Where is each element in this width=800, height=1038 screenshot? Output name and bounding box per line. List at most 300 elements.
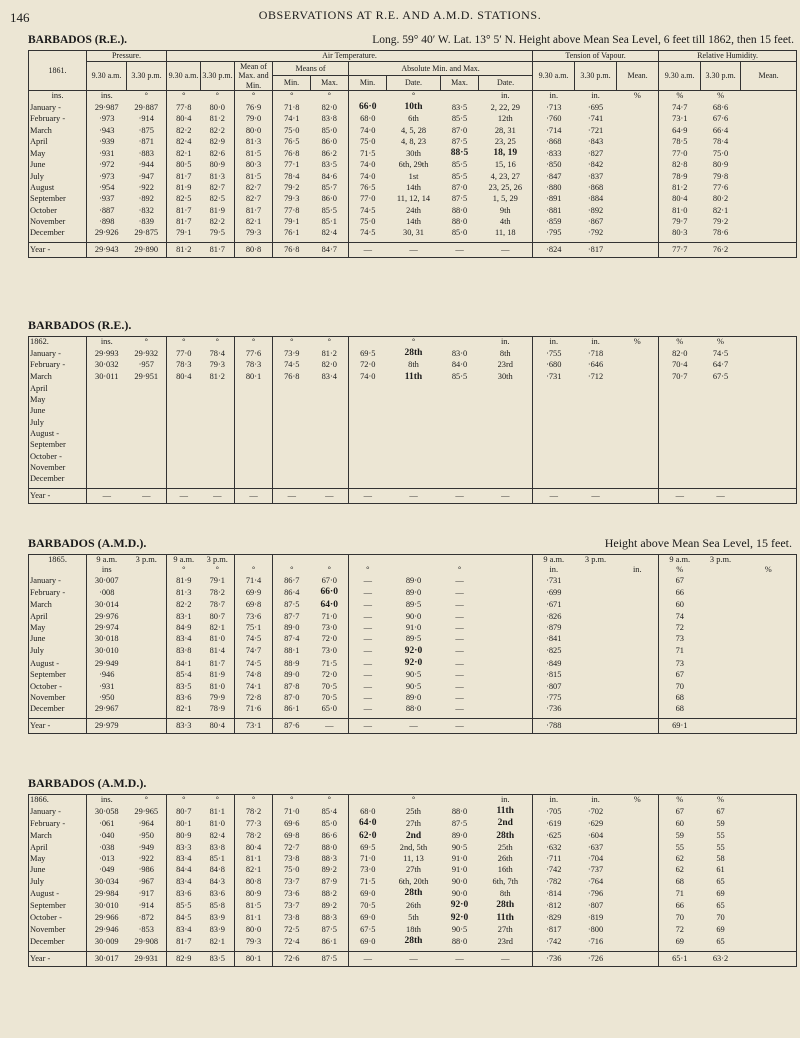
table-cell: ·829 [533,912,575,924]
table-cell: 80·1 [167,817,201,829]
table-cell: 78·5 [659,136,701,147]
col-head: Min. [273,76,311,91]
table-cell: 29·984 [87,887,127,899]
table-cell [617,669,659,680]
table-cell [659,473,701,484]
table-row [29,692,797,703]
table-cell: 72·0 [321,670,337,680]
unit-cell [479,565,533,575]
units-row [29,337,797,348]
table-cell: 70·4 [659,359,701,370]
table-cell: ·964 [138,818,154,828]
table-row [29,817,797,829]
table-cell: 6th, 7th [492,876,519,886]
unit-cell [127,565,167,575]
table-cell: — [387,951,441,966]
unit-cell [441,91,479,102]
table-cell: 62 [659,853,701,864]
table-cell [387,101,441,113]
table-cell: 87·5 [321,924,337,934]
table-cell: 76·5 [273,136,311,147]
table-cell [127,692,167,703]
unit-cell: % [633,337,641,346]
time-header-row [29,555,797,566]
table-cell: — [349,586,387,598]
table-row [29,912,797,924]
table-cell: 83·8 [167,645,201,657]
table-cell [441,405,479,416]
table-cell: ·695 [587,102,604,112]
section-title: BARBADOS (A.M.D.). [28,776,147,790]
table-cell [701,599,741,611]
table-cell [575,473,617,484]
table-cell [741,657,797,669]
table-cell: 78·2 [235,830,273,842]
table-cell [387,462,441,473]
table-cell: 79·2 [712,216,729,226]
table-cell: 16th [497,865,513,875]
table-cell [617,147,659,159]
table-cell: 69·5 [349,347,387,359]
row-label: December [30,936,65,946]
table-cell [127,575,167,586]
table-cell: ·839 [138,216,154,226]
table-cell: 72 [659,622,701,633]
table-row [29,136,797,147]
summary-row [29,242,797,257]
table-cell: 80·4 [659,193,701,204]
humidity-header: Relative Humidity. [659,51,797,62]
summary-row [29,488,797,503]
table-cell [235,462,273,473]
row-label: February - [30,360,66,370]
table-cell [741,439,797,450]
table-cell [479,451,533,462]
time-cell: 3 p.m. [584,555,607,564]
table-cell: 67 [659,669,701,680]
unit-cell: ° [167,565,201,575]
table-cell: — [349,633,387,644]
table-cell [273,462,311,473]
table-cell: ·737 [587,865,604,875]
table-cell: ·807 [587,900,604,910]
row-label: December [30,474,65,484]
table-cell: — [441,242,479,257]
table-cell [617,645,659,657]
table-cell [741,842,797,853]
row-label: Year - [29,242,87,257]
table-cell: 30, 31 [403,228,424,238]
table-cell: 74·5 [273,359,311,370]
unit-cell: % [659,91,701,102]
table-cell: ·637 [587,842,604,852]
table-row [29,473,797,484]
table-cell [741,193,797,204]
table-cell [479,586,533,598]
table-cell [87,451,127,462]
table-cell [617,951,659,966]
table-cell: 29·993 [87,347,127,359]
table-cell: 80·9 [209,160,225,170]
table-cell [617,718,659,733]
table-cell: 72 [659,924,701,935]
section-title: BARBADOS (A.M.D.). [28,536,147,550]
year-cell: 1866. [30,795,49,804]
table-cell [311,439,349,450]
table-cell: 87·6 [273,718,311,733]
table-cell: — [349,242,387,257]
table-cell: 73·8 [273,853,311,864]
table-cell: 85·0 [321,818,337,828]
table-cell: — [455,587,464,597]
unit-cell: % [633,91,641,100]
table-cell: ·847 [533,171,575,182]
table-cell: ·967 [138,876,154,886]
table-cell [741,227,797,238]
table-cell: 75·0 [349,136,387,147]
table-cell: 71·0 [273,805,311,817]
table-cell [479,473,533,484]
table-cell [741,599,797,611]
table-cell [479,405,533,416]
table-cell: 81·7 [209,658,225,668]
table-cell [273,428,311,439]
table-cell: 29·967 [87,703,127,714]
table-cell: 85·5 [451,160,468,170]
table-cell [441,439,479,450]
row-label: April [30,611,48,621]
table-cell: 83·5 [201,951,235,966]
table-row [29,681,797,692]
table-cell [741,575,797,586]
table-1861-body [29,91,797,258]
row-label: August [30,183,55,193]
table-cell [533,439,575,450]
table-cell: — [387,718,441,733]
table-cell: 75·1 [235,622,273,633]
table-cell [617,359,659,370]
table-cell [311,473,349,484]
table-cell: 82·0 [659,347,701,359]
table-cell: 69 [716,888,725,898]
bold-value: 64·0 [359,818,377,829]
table-cell: ·954 [87,182,127,193]
table-cell [479,462,533,473]
table-cell [701,681,741,692]
table-cell [617,924,659,935]
table-cell [741,383,797,394]
table-cell [617,417,659,428]
table-cell: 77·3 [235,817,273,829]
bold-value: 64·0 [320,599,338,610]
time-cell: 9 a.m. [167,555,201,566]
table-cell: ·850 [533,159,575,170]
table-cell: 4, 5, 28 [400,125,427,135]
table-cell: 81·5 [235,147,273,159]
table-cell: 80·9 [712,160,729,170]
table-cell [741,417,797,428]
table-cell: 91·0 [451,854,468,864]
table-cell: 30·010 [87,645,127,657]
table-cell: 64·9 [659,125,701,136]
unit-cell: ° [349,565,387,575]
table-cell [575,703,617,714]
table-cell [479,669,533,680]
table-row [29,645,797,657]
table-cell: 29·943 [87,242,127,257]
table-cell [349,473,387,484]
table-cell: 83·9 [209,913,225,923]
table-cell [387,935,441,947]
table-cell [701,645,741,657]
table-cell: ·892 [138,194,154,204]
table-cell: 87·0 [273,692,311,703]
table-cell: 55 [716,831,725,841]
table-cell: 67·6 [712,114,729,124]
col-head: 3.30 p.m. [701,61,741,91]
unit-cell: % [659,795,701,806]
table-cell [235,473,273,484]
table-cell: 24th [406,205,421,215]
table-cell: ·049 [87,864,127,875]
table-cell: 30·011 [87,371,127,383]
table-cell: 59 [659,830,701,842]
table-cell [617,853,659,864]
table-cell [349,817,387,829]
bold-value: 66·0 [320,587,338,598]
row-label: May [30,623,46,633]
table-cell: 91·0 [405,623,422,633]
table-cell [741,935,797,947]
table-cell: ·699 [533,586,575,598]
table-cell: 83·5 [321,160,337,170]
table-cell: ·868 [587,183,604,193]
table-cell [167,394,201,405]
table-cell: 71·6 [235,703,273,714]
table-row [29,586,797,598]
table-cell: 78·4 [209,348,225,358]
table-cell: 88·1 [273,645,311,657]
year-cell: 1862. [30,337,49,346]
table-cell [479,692,533,703]
table-cell [741,462,797,473]
table-cell: ·898 [87,216,127,227]
table-cell [127,462,167,473]
unit-cell: in. [591,795,600,804]
table-cell: 81·4 [209,646,225,656]
table-cell [741,216,797,227]
table-cell [273,383,311,394]
table-cell [617,473,659,484]
table-cell: 86·6 [321,831,337,841]
unit-cell: in. [500,91,510,100]
table-cell [349,428,387,439]
table-cell [127,645,167,657]
table-cell: — [387,242,441,257]
table-cell [87,439,127,450]
table-cell [311,599,349,611]
table-cell: 83·6 [167,887,201,899]
table-cell: ·859 [533,216,575,227]
table-cell: ·704 [587,854,604,864]
unit-cell: ° [235,91,273,102]
table-cell: 79·3 [209,360,225,370]
table-cell: ·726 [575,951,617,966]
row-label: June [30,634,46,644]
table-cell: 88·0 [321,842,337,852]
table-cell: 83·6 [209,888,225,898]
table-cell [701,439,741,450]
table-cell [575,394,617,405]
table-cell: 69 [659,935,701,947]
table-cell [441,383,479,394]
table-row [29,853,797,864]
table-cell [701,405,741,416]
row-label: December [30,228,65,238]
table-cell: 72·6 [273,951,311,966]
table-cell: ·792 [587,228,604,238]
table-cell [387,417,441,428]
table-cell: 80·0 [235,924,273,935]
table-cell: 83·8 [209,842,225,852]
table-cell [741,451,797,462]
unit-cell: ° [327,337,331,346]
table-cell [479,805,533,817]
table-cell: 84·6 [321,171,337,181]
unit-cell [349,337,387,348]
table-cell: — [533,488,575,503]
table-cell [127,473,167,484]
table-cell: 72·7 [273,842,311,853]
table-cell: 29·875 [134,228,159,238]
table-cell: 65·0 [321,704,337,714]
table-cell [273,451,311,462]
table-cell [741,136,797,147]
table-cell [87,462,127,473]
table-cell: 71·5 [321,658,337,668]
table-cell [575,599,617,611]
table-cell [741,718,797,733]
row-label: April [30,136,48,146]
table-cell: 81·9 [209,670,225,680]
table-cell: ·800 [587,924,604,934]
table-cell [617,428,659,439]
table-cell [617,681,659,692]
row-label: March [30,125,52,135]
table-cell [201,417,235,428]
table-cell [235,439,273,450]
table-cell: 11, 18 [494,228,516,238]
table-cell: 82·1 [209,623,225,633]
table-cell: 25th [406,806,421,816]
table-row [29,171,797,182]
table-cell: 86·2 [321,148,337,158]
table-cell [127,394,167,405]
table-cell: 78·2 [235,805,273,817]
table-cell [617,405,659,416]
table-cell: 6th, 29th [398,160,429,170]
table-cell [575,439,617,450]
unit-cell: in. [533,565,575,575]
table-cell: ·736 [533,703,575,714]
table-cell: 82·5 [209,194,225,204]
table-cell [479,394,533,405]
table-cell: ·837 [587,171,604,181]
table-cell: ·795 [533,227,575,238]
table-row [29,227,797,238]
table-cell: 2nd, 5th [399,842,428,852]
table-cell: 88·0 [451,936,468,946]
table-cell: ·950 [138,831,154,841]
table-cell: ·827 [587,148,604,158]
table-cell: 82·0 [321,360,337,370]
table-cell: 81·0 [209,681,225,691]
table-row [29,439,797,450]
table-cell [87,405,127,416]
bold-value: 62·0 [359,830,377,841]
table-cell [617,692,659,703]
table-cell: 68·0 [349,805,387,817]
table-cell: 81·3 [209,171,225,181]
table-cell: ·702 [587,806,604,816]
table-cell: ·944 [138,160,154,170]
table-cell: 82·1 [167,703,201,714]
table-cell [87,428,127,439]
table-cell: 4, 8, 23 [400,136,427,146]
table-cell [127,586,167,598]
table-cell [441,899,479,911]
table-cell: ·824 [533,242,575,257]
table-cell [741,951,797,966]
table-cell: ·842 [587,160,604,170]
table-cell: ·884 [587,194,604,204]
table-cell: 27th [497,924,513,934]
unit-cell: in. [533,795,575,806]
table-cell [201,462,235,473]
table-cell [533,462,575,473]
table-cell: 74·5 [349,227,387,238]
table-cell: ·817 [575,242,617,257]
table-cell: 89·2 [321,865,337,875]
table-cell [349,451,387,462]
table-cell [349,101,387,113]
unit-cell: % [659,565,701,575]
row-label: May [30,148,46,158]
height-note: Height above Mean Sea Level, 15 feet. [604,536,792,550]
table-cell [741,147,797,159]
table-cell: 78·2 [209,587,225,597]
year-cell: 1861. [29,51,87,91]
table-cell [201,439,235,450]
col-head: 3.30 p.m. [127,61,167,91]
table-cell: ·922 [138,183,154,193]
time-cell [741,555,797,566]
col-head: Mean. [617,61,659,91]
table-cell: 29·890 [127,242,167,257]
table-cell: ·867 [587,216,604,226]
table-cell: 89·0 [273,669,311,680]
table-cell: 29·951 [134,372,159,382]
table-cell: ·853 [138,924,154,934]
table-cell: 69·0 [349,935,387,947]
unit-cell: ° [273,337,311,348]
table-cell: 88·0 [451,806,468,816]
table-cell: 71·5 [349,147,387,159]
table-cell [617,703,659,714]
table-cell: — [479,951,533,966]
row-label: July [30,646,44,656]
table-cell [349,462,387,473]
